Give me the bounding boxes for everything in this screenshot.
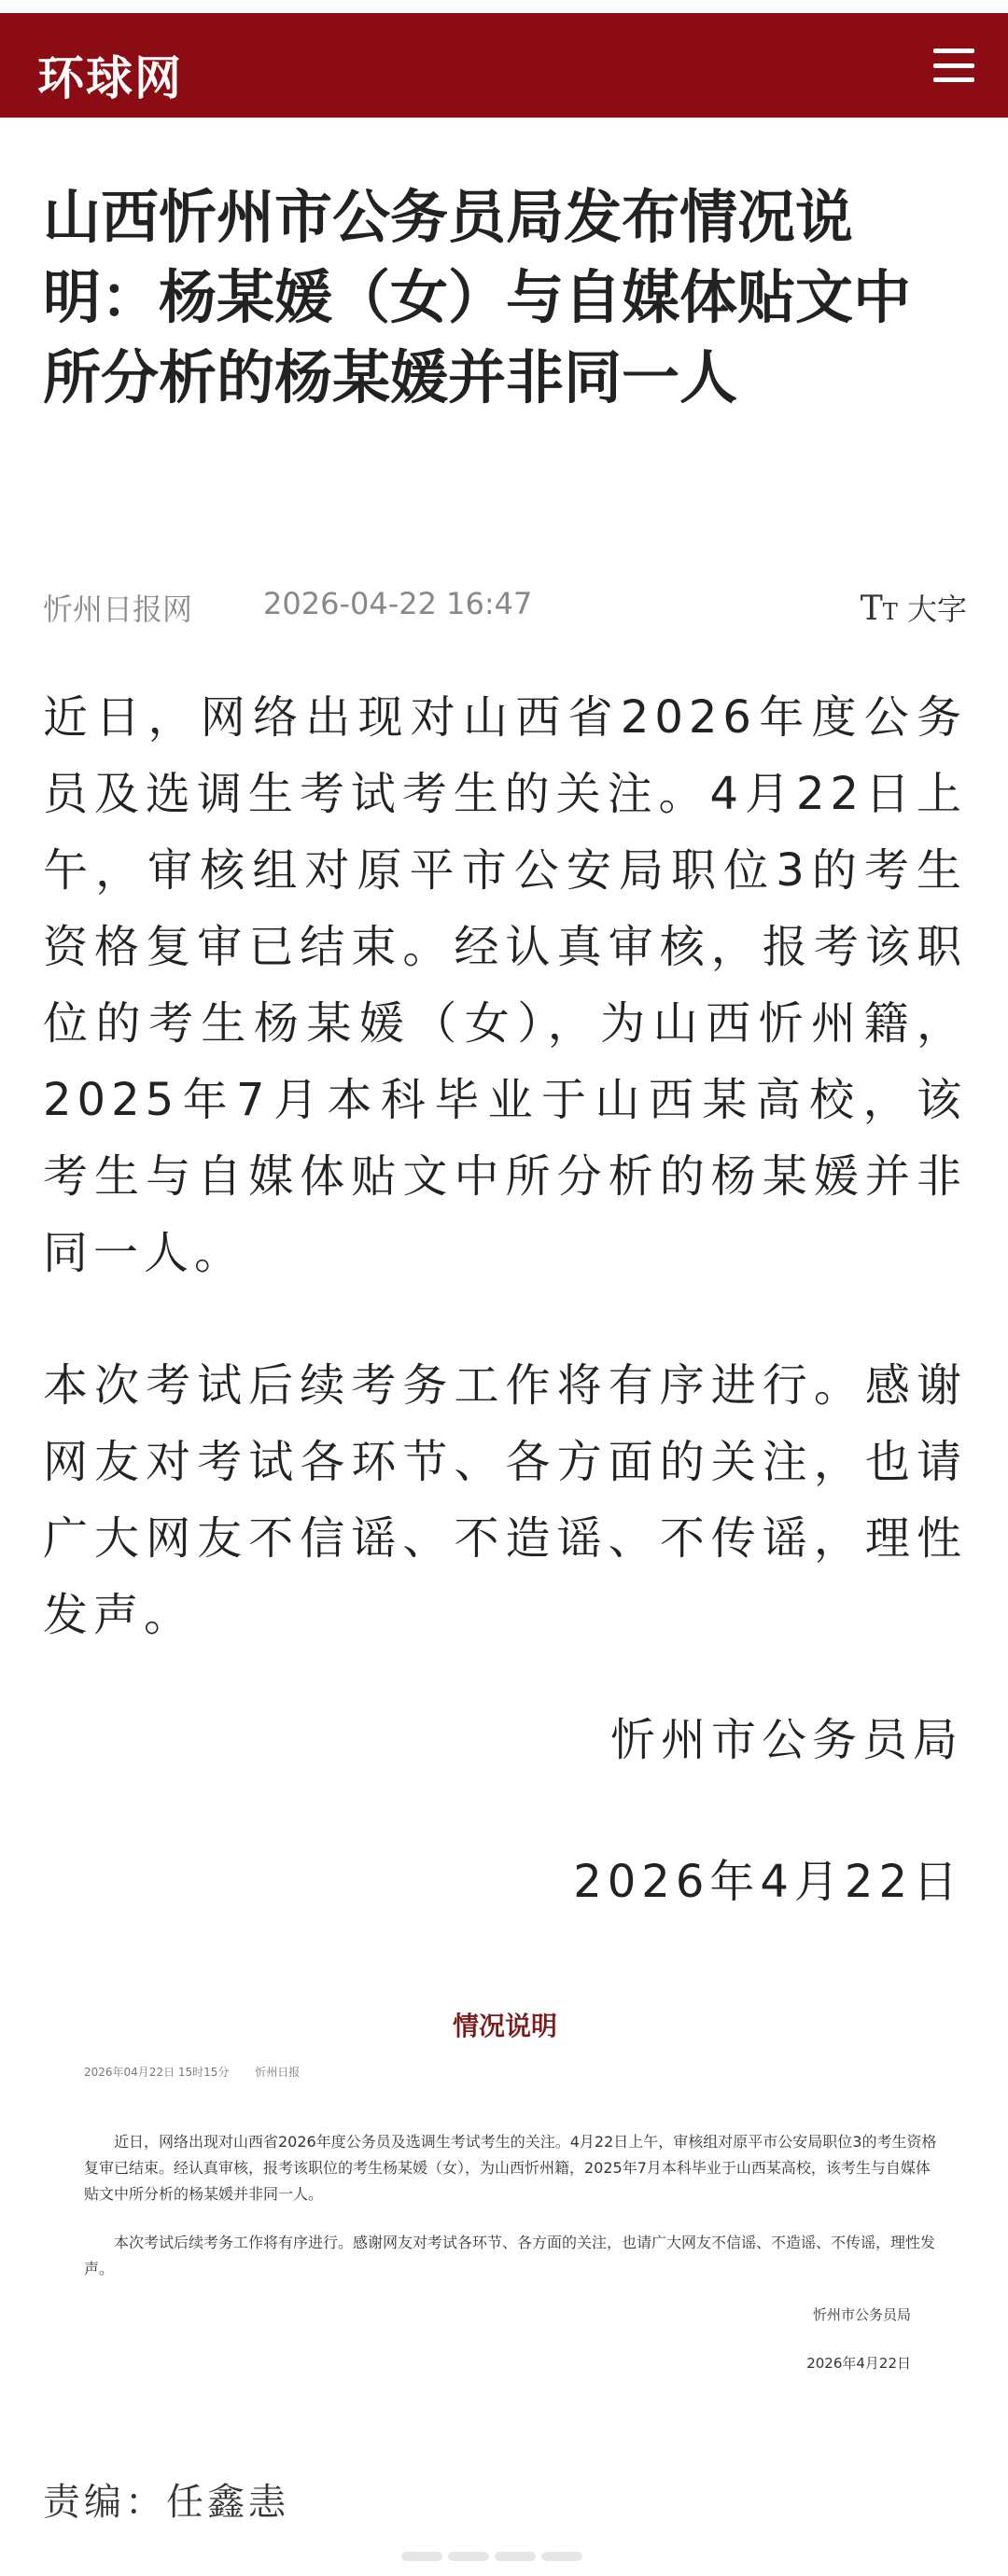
font-size-button[interactable]: [861, 586, 967, 629]
doc-title: 情况说明: [452, 2011, 557, 2041]
article-paragraph: 本次考试后续考务工作将有序进行。感谢网友对考试各环节、各方面的关注，也请广大网友不信谣、不造谣、不传谣，理性发声。: [43, 1359, 967, 1641]
article-meta: [43, 586, 967, 633]
doc-meta-date: 2026年04月22日 15时15分: [84, 2066, 230, 2079]
article-title: 山西忻州市公务员局发布情况说明：杨某媛（女）与自媒体贴文中所分析的杨某媛并非同一人: [43, 183, 912, 411]
top-navigation-bar: [0, 13, 1008, 118]
article-source: 忻州日报网: [43, 592, 193, 627]
signature-date: 2026年4月22日: [573, 1856, 963, 1908]
signature-org: 忻州市公务员局: [609, 1714, 963, 1766]
menu-line: [933, 49, 974, 53]
font-size-label: 大字: [906, 592, 967, 627]
doc-signature-date: 2026年4月22日: [806, 2355, 911, 2372]
placeholder-bar: [541, 2552, 582, 2561]
doc-meta-source: 忻州日报: [255, 2066, 301, 2079]
site-logo[interactable]: 环球网: [37, 51, 183, 105]
editor-credit: 责编：任鑫恚: [43, 2481, 289, 2524]
placeholder-bar: [401, 2552, 442, 2561]
doc-paragraph: 本次考试后续考务工作将有序进行。感谢网友对考试各环节、各方面的关注，也请广大网友不信谣、不造谣、不传谣，理性发声。: [84, 2234, 936, 2277]
menu-line: [933, 77, 974, 82]
document-image[interactable]: [43, 1978, 967, 2388]
loading-placeholder: [401, 2552, 582, 2561]
doc-paragraph: 近日，网络出现对山西省2026年度公务员及选调生考试考生的关注。4月22日上午，审核组对原平市公安局职位3的考生资格复审已结束。经认真审核，报考该职位的考生杨某媛（女），为山西忻州籍，2025年7月本科毕业于山西某高校，该考生与自媒体贴文中所分析的杨某媛并非同一人。: [84, 2133, 937, 2203]
article-paragraph: 近日，网络出现对山西省2026年度公务员及选调生考试考生的关注。4月22日上午，审核组对原平市公安局职位3的考生资格复审已结束。经认真审核，报考该职位的考生杨某媛（女），为山西忻州籍，2025年7月本科毕业于山西某高校，该考生与自媒体贴文中所分析的杨某媛并非同一人。: [43, 691, 967, 1279]
placeholder-bar: [495, 2552, 536, 2561]
hamburger-menu-icon[interactable]: [933, 45, 974, 86]
font-size-icon: TT: [860, 590, 898, 628]
article-time: 2026-04-22 16:47: [263, 586, 533, 621]
doc-meta: [84, 2064, 322, 2080]
doc-signature-org: 忻州市公务员局: [812, 2306, 911, 2323]
placeholder-bar: [448, 2552, 489, 2561]
menu-line: [933, 63, 974, 68]
